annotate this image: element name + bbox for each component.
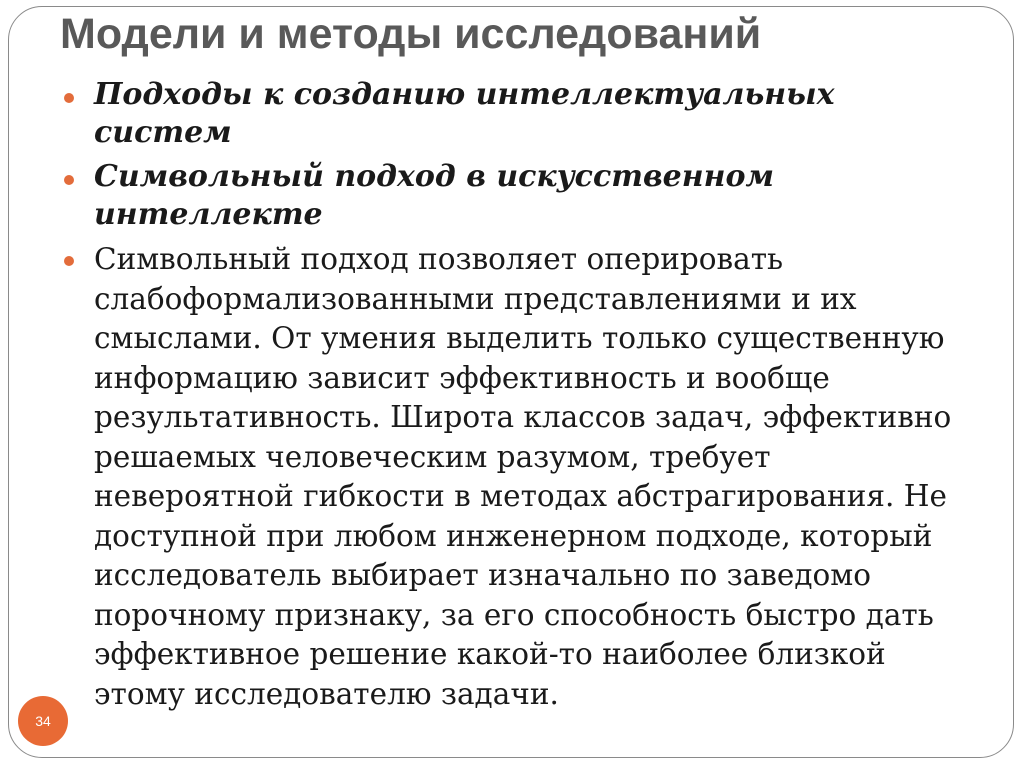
bullet-text: Подходы к созданию интеллектуальных систем [94,77,835,150]
bullet-marker-icon [64,256,74,266]
bullet-list [58,76,958,720]
bullet-item-approaches [58,76,958,152]
bullet-item-description [58,240,958,714]
bullet-text: Символьный подход в искусственном интеллекте [94,159,775,232]
slide-title: Модели и методы исследований [60,10,762,58]
bullet-text: Символьный подход позволяет оперировать слабоформализованными представлениями и их смыслами. От умения выделить только существенную информацию зависит эффективность и вообще результативность. Широта классов задач, эффективно решаемых человеческим разумом, требует невероятной гибкости в методах абстрагирования. Не доступной при любом инженерном подходе, который исследователь выбирает изначально по заведомо порочному признаку, за его способность быстро дать эффективное решение какой-то наиболее близкой этому исследователю задачи. [94,242,952,711]
bullet-item-symbolic-approach [58,158,958,234]
bullet-marker-icon [64,175,74,185]
bullet-marker-icon [64,93,74,103]
page-number-badge: 34 [18,696,68,746]
